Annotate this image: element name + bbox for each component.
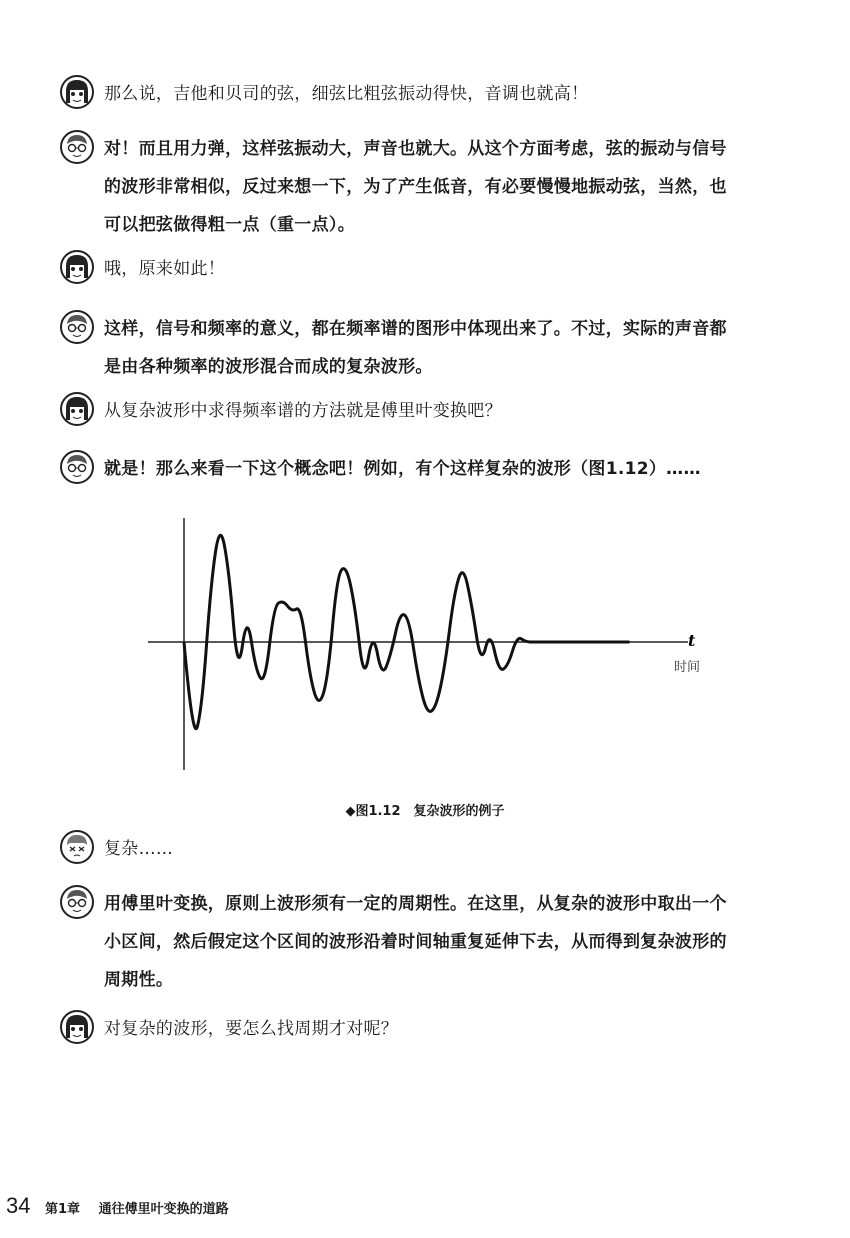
dialogue-girl <box>60 75 800 113</box>
girl-dizzy-face-icon <box>60 830 94 864</box>
figure-caption: ◆图1.12 复杂波形的例子 <box>345 804 505 819</box>
girl-face-icon <box>60 250 94 284</box>
dialogue-girl <box>60 392 800 430</box>
dialogue-teacher <box>60 130 800 244</box>
dialogue-girl2 <box>60 830 800 868</box>
dialogue-text: 可以把弦做得粗一点（重一点）。 <box>104 215 355 235</box>
dialogue-text: 周期性。 <box>104 970 174 990</box>
dialogue-girl <box>60 250 800 288</box>
waveform-figure <box>140 508 720 778</box>
dialogue-teacher <box>60 885 800 999</box>
dialogue-text: 从复杂波形中求得频率谱的方法就是傅里叶变换吧？ <box>104 401 502 421</box>
dialogue-text: 对复杂的波形，要怎么找周期才对呢？ <box>104 1019 399 1039</box>
dialogue-text: 对！而且用力弹，这样弦振动大，声音也就大。从这个方面考虑，弦的振动与信号 <box>104 139 727 159</box>
dialogue-teacher <box>60 450 800 488</box>
dialogue-text: 那么说，吉他和贝司的弦，细弦比粗弦振动得快，音调也就高！ <box>104 84 589 104</box>
girl-face-icon <box>60 392 94 426</box>
dialogue-text: 用傅里叶变换，原则上波形须有一定的周期性。在这里，从复杂的波形中取出一个 <box>104 894 727 914</box>
dialogue-girl <box>60 1010 800 1048</box>
axis-symbol-t: t <box>688 631 696 650</box>
glasses-face-icon <box>60 130 94 164</box>
glasses-face-icon <box>60 310 94 344</box>
page-number: 34 <box>6 1193 31 1218</box>
glasses-face-icon <box>60 885 94 919</box>
girl-face-icon <box>60 1010 94 1044</box>
dialogue-text: 哦，原来如此！ <box>104 259 226 279</box>
dialogue-text: 这样，信号和频率的意义，都在频率谱的图形中体现出来了。不过，实际的声音都 <box>104 319 727 339</box>
dialogue-text: 就是！那么来看一下这个概念吧！例如，有个这样复杂的波形（图1.12）…… <box>104 459 701 479</box>
dialogue-teacher <box>60 310 800 386</box>
axis-label-time: 时间 <box>674 660 701 675</box>
chapter-number: 第1章 <box>45 1202 81 1217</box>
glasses-face-icon <box>60 450 94 484</box>
dialogue-text: 是由各种频率的波形混合而成的复杂波形。 <box>104 357 433 377</box>
dialogue-text: 复杂…… <box>104 839 174 859</box>
waveform-line <box>184 535 630 728</box>
girl-face-icon <box>60 75 94 109</box>
page-footer <box>6 1193 229 1219</box>
chapter-title: 通往傅里叶变换的道路 <box>98 1202 229 1217</box>
dialogue-text: 的波形非常相似，反过来想一下，为了产生低音，有必要慢慢地振动弦，当然，也 <box>104 177 727 197</box>
dialogue-text: 小区间，然后假定这个区间的波形沿着时间轴重复延伸下去，从而得到复杂波形的 <box>104 932 727 952</box>
